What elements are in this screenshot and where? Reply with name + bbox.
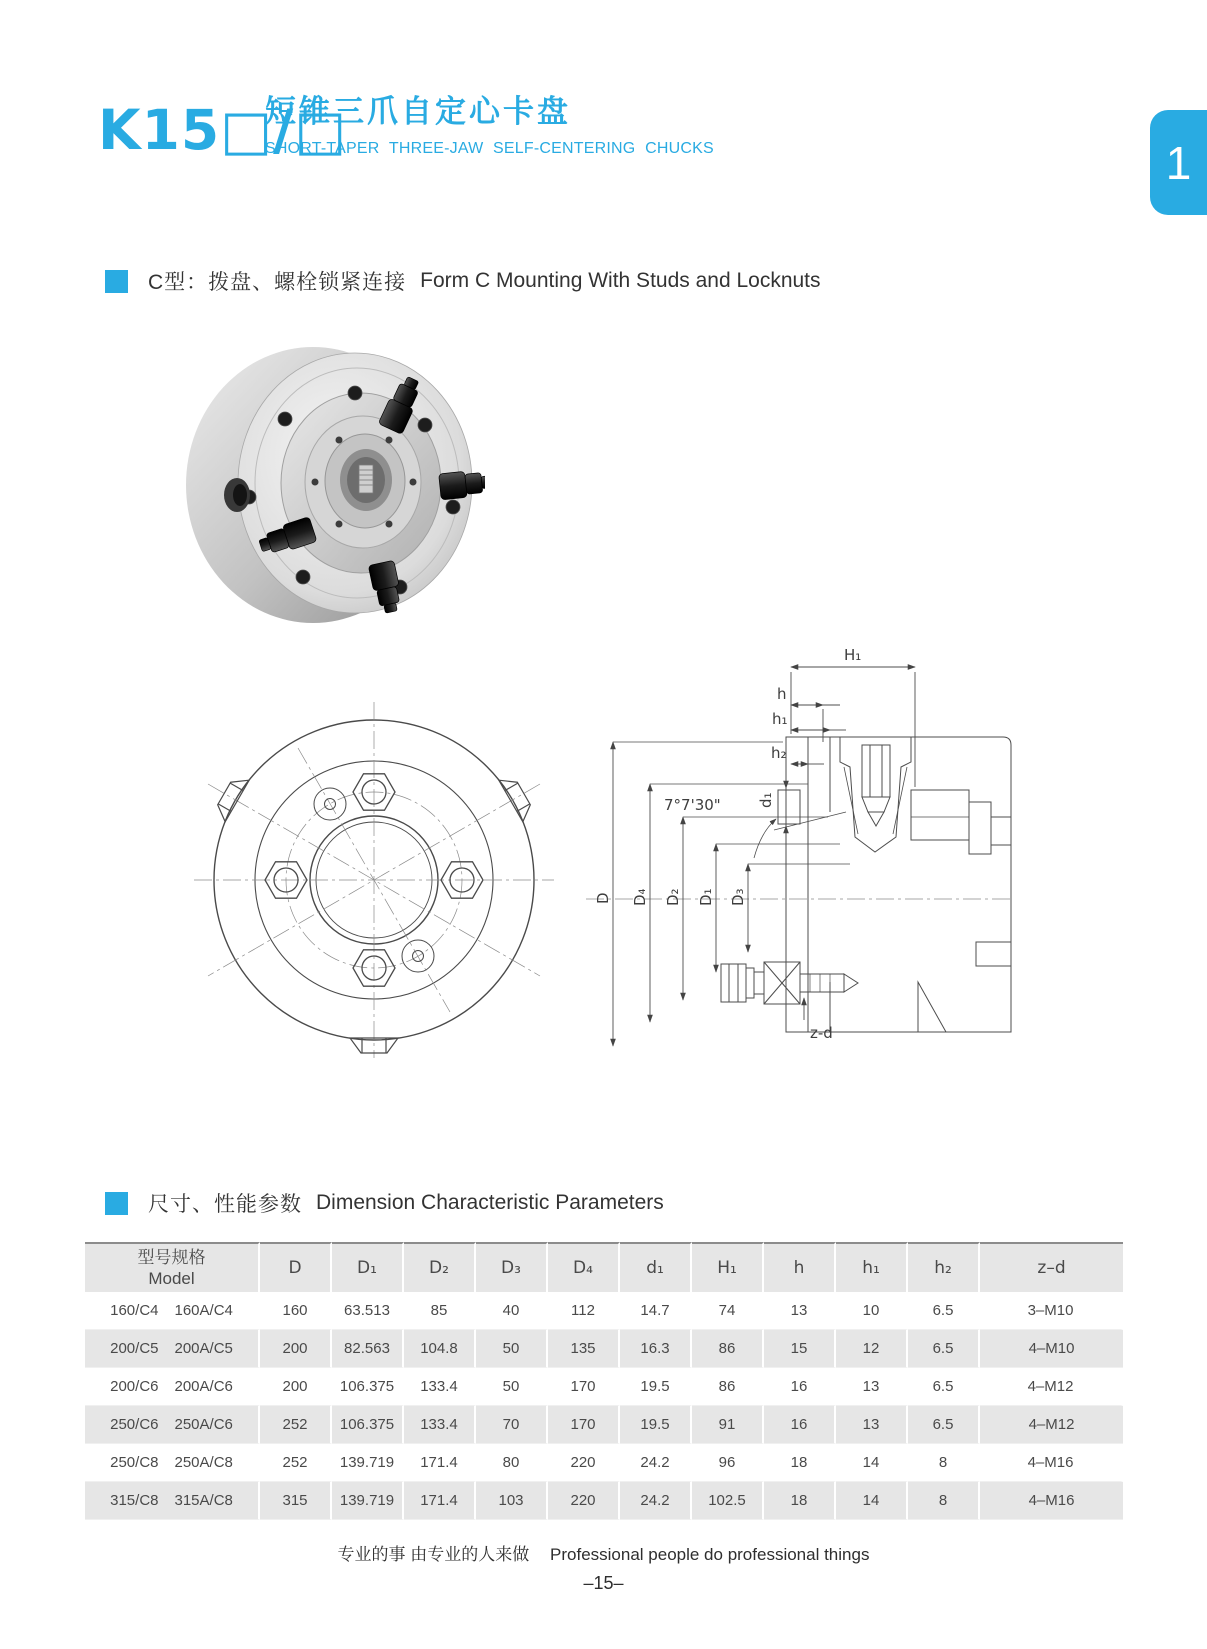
- value-cell: 16: [764, 1406, 836, 1444]
- column-header: D₄: [548, 1242, 620, 1292]
- section-heading-en: Form C Mounting With Studs and Locknuts: [420, 269, 821, 292]
- column-header: D: [260, 1242, 332, 1292]
- value-cell: 13: [764, 1292, 836, 1330]
- value-cell: 96: [692, 1444, 764, 1482]
- model-code-variant: 250A/C8: [174, 1454, 233, 1471]
- model-code-base: 250/C8: [110, 1454, 159, 1471]
- value-cell: 86: [692, 1330, 764, 1368]
- table-row: [85, 1330, 1123, 1368]
- page-title-block: [265, 86, 714, 158]
- value-cell: 171.4: [404, 1482, 476, 1520]
- model-code-base: 250/C6: [110, 1416, 159, 1433]
- value-cell: 16.3: [620, 1330, 692, 1368]
- value-cell: 19.5: [620, 1406, 692, 1444]
- value-cell: 102.5: [692, 1482, 764, 1520]
- value-cell: 50: [476, 1368, 548, 1406]
- value-cell: 4–M10: [980, 1330, 1123, 1368]
- value-cell: 4–M12: [980, 1368, 1123, 1406]
- dimension-table: [85, 1242, 1123, 1520]
- value-cell: 4–M16: [980, 1482, 1123, 1520]
- value-cell: 6.5: [908, 1368, 980, 1406]
- dim-label-zd: z-d: [810, 1024, 833, 1042]
- value-cell: 50: [476, 1330, 548, 1368]
- value-cell: 16: [764, 1368, 836, 1406]
- model-header-en: Model: [148, 1269, 195, 1288]
- section-heading-en: Dimension Characteristic Parameters: [316, 1191, 664, 1214]
- value-cell: 103: [476, 1482, 548, 1520]
- value-cell: 74: [692, 1292, 764, 1330]
- value-cell: 315: [260, 1482, 332, 1520]
- value-cell: 4–M16: [980, 1444, 1123, 1482]
- chuck-photo-graphic: [185, 337, 485, 627]
- product-photo-chuck: [185, 337, 485, 627]
- column-header: h: [764, 1242, 836, 1292]
- value-cell: 13: [836, 1368, 908, 1406]
- value-cell: 133.4: [404, 1368, 476, 1406]
- value-cell: 106.375: [332, 1368, 404, 1406]
- value-cell: 85: [404, 1292, 476, 1330]
- value-cell: 135: [548, 1330, 620, 1368]
- value-cell: 252: [260, 1406, 332, 1444]
- value-cell: 104.8: [404, 1330, 476, 1368]
- value-cell: 220: [548, 1444, 620, 1482]
- value-cell: 82.563: [332, 1330, 404, 1368]
- value-cell: 10: [836, 1292, 908, 1330]
- value-cell: 14: [836, 1482, 908, 1520]
- model-cell: [85, 1292, 260, 1330]
- value-cell: 8: [908, 1482, 980, 1520]
- column-header: H₁: [692, 1242, 764, 1292]
- value-cell: 18: [764, 1444, 836, 1482]
- value-cell: 70: [476, 1406, 548, 1444]
- dim-label-D: D: [594, 892, 612, 904]
- column-header: d₁: [620, 1242, 692, 1292]
- model-code-variant: 200A/C5: [174, 1340, 233, 1357]
- table-header-row: [85, 1242, 1123, 1292]
- value-cell: 14: [836, 1444, 908, 1482]
- footer-slogan-en: Professional people do professional things: [550, 1545, 870, 1564]
- table-body: [85, 1292, 1123, 1520]
- table-row: [85, 1444, 1123, 1482]
- value-cell: 252: [260, 1444, 332, 1482]
- cross-section-graphic: [578, 612, 1018, 1052]
- value-cell: 6.5: [908, 1292, 980, 1330]
- dim-label-D2: D₂: [664, 888, 682, 906]
- table-row: [85, 1368, 1123, 1406]
- table-row: [85, 1482, 1123, 1520]
- value-cell: 80: [476, 1444, 548, 1482]
- column-header: D₁: [332, 1242, 404, 1292]
- value-cell: 4–M12: [980, 1406, 1123, 1444]
- value-cell: 106.375: [332, 1406, 404, 1444]
- footer-slogan-cn: 专业的事 由专业的人来做: [337, 1545, 530, 1564]
- value-cell: 200: [260, 1368, 332, 1406]
- value-cell: 171.4: [404, 1444, 476, 1482]
- value-cell: 91: [692, 1406, 764, 1444]
- model-code-variant: 315A/C8: [174, 1492, 233, 1509]
- model-cell: [85, 1444, 260, 1482]
- value-cell: 19.5: [620, 1368, 692, 1406]
- table-row: [85, 1406, 1123, 1444]
- dim-label-D3: D₃: [729, 888, 747, 906]
- dim-label-D4: D₄: [631, 888, 649, 906]
- model-code-base: 315/C8: [110, 1492, 159, 1509]
- section-heading-cn: C型：拨盘、螺栓锁紧连接: [148, 271, 407, 294]
- model-header-cn: 型号规格: [137, 1247, 206, 1267]
- model-code-base: 160/C4: [110, 1302, 159, 1319]
- value-cell: 15: [764, 1330, 836, 1368]
- value-cell: 6.5: [908, 1406, 980, 1444]
- blue-square-bullet-icon: [105, 270, 128, 293]
- value-cell: 112: [548, 1292, 620, 1330]
- chapter-tab[interactable]: 1: [1150, 110, 1207, 215]
- page-number: –15–: [583, 1573, 624, 1593]
- section-heading-dimensions: [105, 1188, 664, 1218]
- value-cell: 14.7: [620, 1292, 692, 1330]
- column-header: h₁: [836, 1242, 908, 1292]
- value-cell: 3–M10: [980, 1292, 1123, 1330]
- value-cell: 170: [548, 1406, 620, 1444]
- value-cell: 139.719: [332, 1444, 404, 1482]
- column-header: h₂: [908, 1242, 980, 1292]
- value-cell: 13: [836, 1406, 908, 1444]
- column-header: D₂: [404, 1242, 476, 1292]
- section-heading-mounting: [105, 266, 821, 296]
- center-stud: [359, 465, 373, 493]
- model-cell: [85, 1368, 260, 1406]
- value-cell: 133.4: [404, 1406, 476, 1444]
- dim-label-angle: 7°7'30": [664, 796, 721, 814]
- page-title-english: SHORT-TAPER THREE-JAW SELF-CENTERING CHUCKS: [265, 140, 714, 157]
- dim-label-D1: D₁: [697, 888, 715, 906]
- model-cell: [85, 1406, 260, 1444]
- blue-square-bullet-icon: [105, 1192, 128, 1215]
- front-view-drawing: [192, 700, 557, 1060]
- page-title-model-code: K15□/□: [98, 98, 348, 162]
- dim-label-h2: h₂: [771, 744, 787, 762]
- model-cell: [85, 1482, 260, 1520]
- model-code-variant: 200A/C6: [174, 1378, 233, 1395]
- column-header: D₃: [476, 1242, 548, 1292]
- value-cell: 40: [476, 1292, 548, 1330]
- model-code-variant: 160A/C4: [174, 1302, 233, 1319]
- model-code-base: 200/C5: [110, 1340, 159, 1357]
- dim-label-d1: d₁: [757, 792, 775, 808]
- value-cell: 6.5: [908, 1330, 980, 1368]
- table-row: [85, 1292, 1123, 1330]
- value-cell: 24.2: [620, 1444, 692, 1482]
- dim-label-h1: h₁: [772, 710, 788, 728]
- model-column-header: [85, 1242, 260, 1292]
- page-footer: [0, 1540, 1207, 1594]
- cross-section-drawing: [578, 612, 1018, 1052]
- value-cell: 200: [260, 1330, 332, 1368]
- dim-label-h: h: [777, 685, 787, 703]
- section-heading-cn: 尺寸、性能参数: [148, 1193, 302, 1216]
- value-cell: 160: [260, 1292, 332, 1330]
- column-header: z–d: [980, 1242, 1123, 1292]
- front-view-graphic: [192, 700, 557, 1060]
- value-cell: 63.513: [332, 1292, 404, 1330]
- model-code-base: 200/C6: [110, 1378, 159, 1395]
- value-cell: 139.719: [332, 1482, 404, 1520]
- model-cell: [85, 1330, 260, 1368]
- model-code-variant: 250A/C6: [174, 1416, 233, 1433]
- value-cell: 220: [548, 1482, 620, 1520]
- value-cell: 12: [836, 1330, 908, 1368]
- value-cell: 18: [764, 1482, 836, 1520]
- value-cell: 24.2: [620, 1482, 692, 1520]
- page-title-chinese: 短锥三爪自定心卡盘: [265, 94, 571, 129]
- value-cell: 8: [908, 1444, 980, 1482]
- value-cell: 86: [692, 1368, 764, 1406]
- value-cell: 170: [548, 1368, 620, 1406]
- dim-label-H1: H₁: [844, 646, 862, 664]
